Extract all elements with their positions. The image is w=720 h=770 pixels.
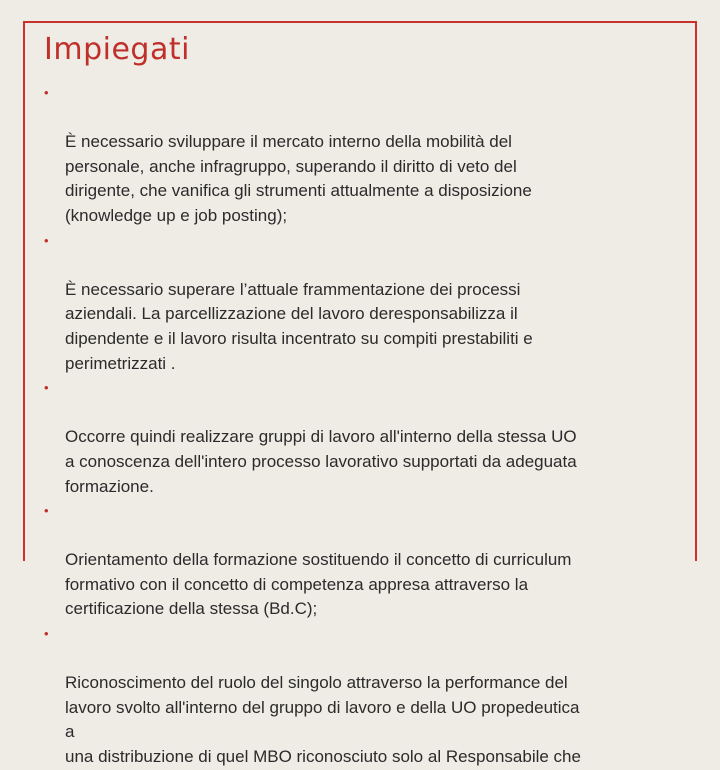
- bullet-item: [44, 81, 684, 229]
- bullet-item: [44, 499, 684, 622]
- bullet-text: Riconoscimento del ruolo del singolo attraverso la performance del lavoro svolto all'interno del gruppo di lavoro e della UO propedeutica a una distribuzione di quel MBO riconosciuto solo al Responsabile che: [65, 673, 581, 767]
- bullet-text: Orientamento della formazione sostituendo il concetto di curriculum formativo con il concetto di competenza appresa attraverso la certificazione della stessa (Bd.C);: [65, 550, 572, 619]
- bullet-icon: •: [44, 626, 49, 642]
- bullet-icon: •: [44, 232, 49, 248]
- bullet-item: [44, 229, 684, 377]
- bullet-text: È necessario sviluppare il mercato interno della mobilità del personale, anche infragruppo, superando il diritto di veto del dirigente, che vanifica gli strumenti attualmente a disposizione (knowledge up e job posting);: [65, 132, 532, 225]
- bullet-text: È necessario superare l’attuale frammentazione dei processi aziendali. La parcellizzazione del lavoro deresponsabilizza il dipendente e il lavoro risulta incentrato su compiti prestabiliti e perimetrizzati .: [65, 279, 533, 373]
- bullet-text: Occorre quindi realizzare gruppi di lavoro all'interno della stessa UO a conoscenza dell'intero processo lavorativo supportati da adeguata formazione.: [65, 427, 577, 496]
- bullet-item: [44, 622, 684, 770]
- bullet-list: [44, 81, 684, 770]
- bullet-item: [44, 376, 684, 499]
- bullet-icon: •: [44, 85, 49, 100]
- bullet-icon: •: [44, 503, 49, 519]
- slide-title: Impiegati: [44, 32, 190, 67]
- bullet-icon: •: [44, 380, 49, 396]
